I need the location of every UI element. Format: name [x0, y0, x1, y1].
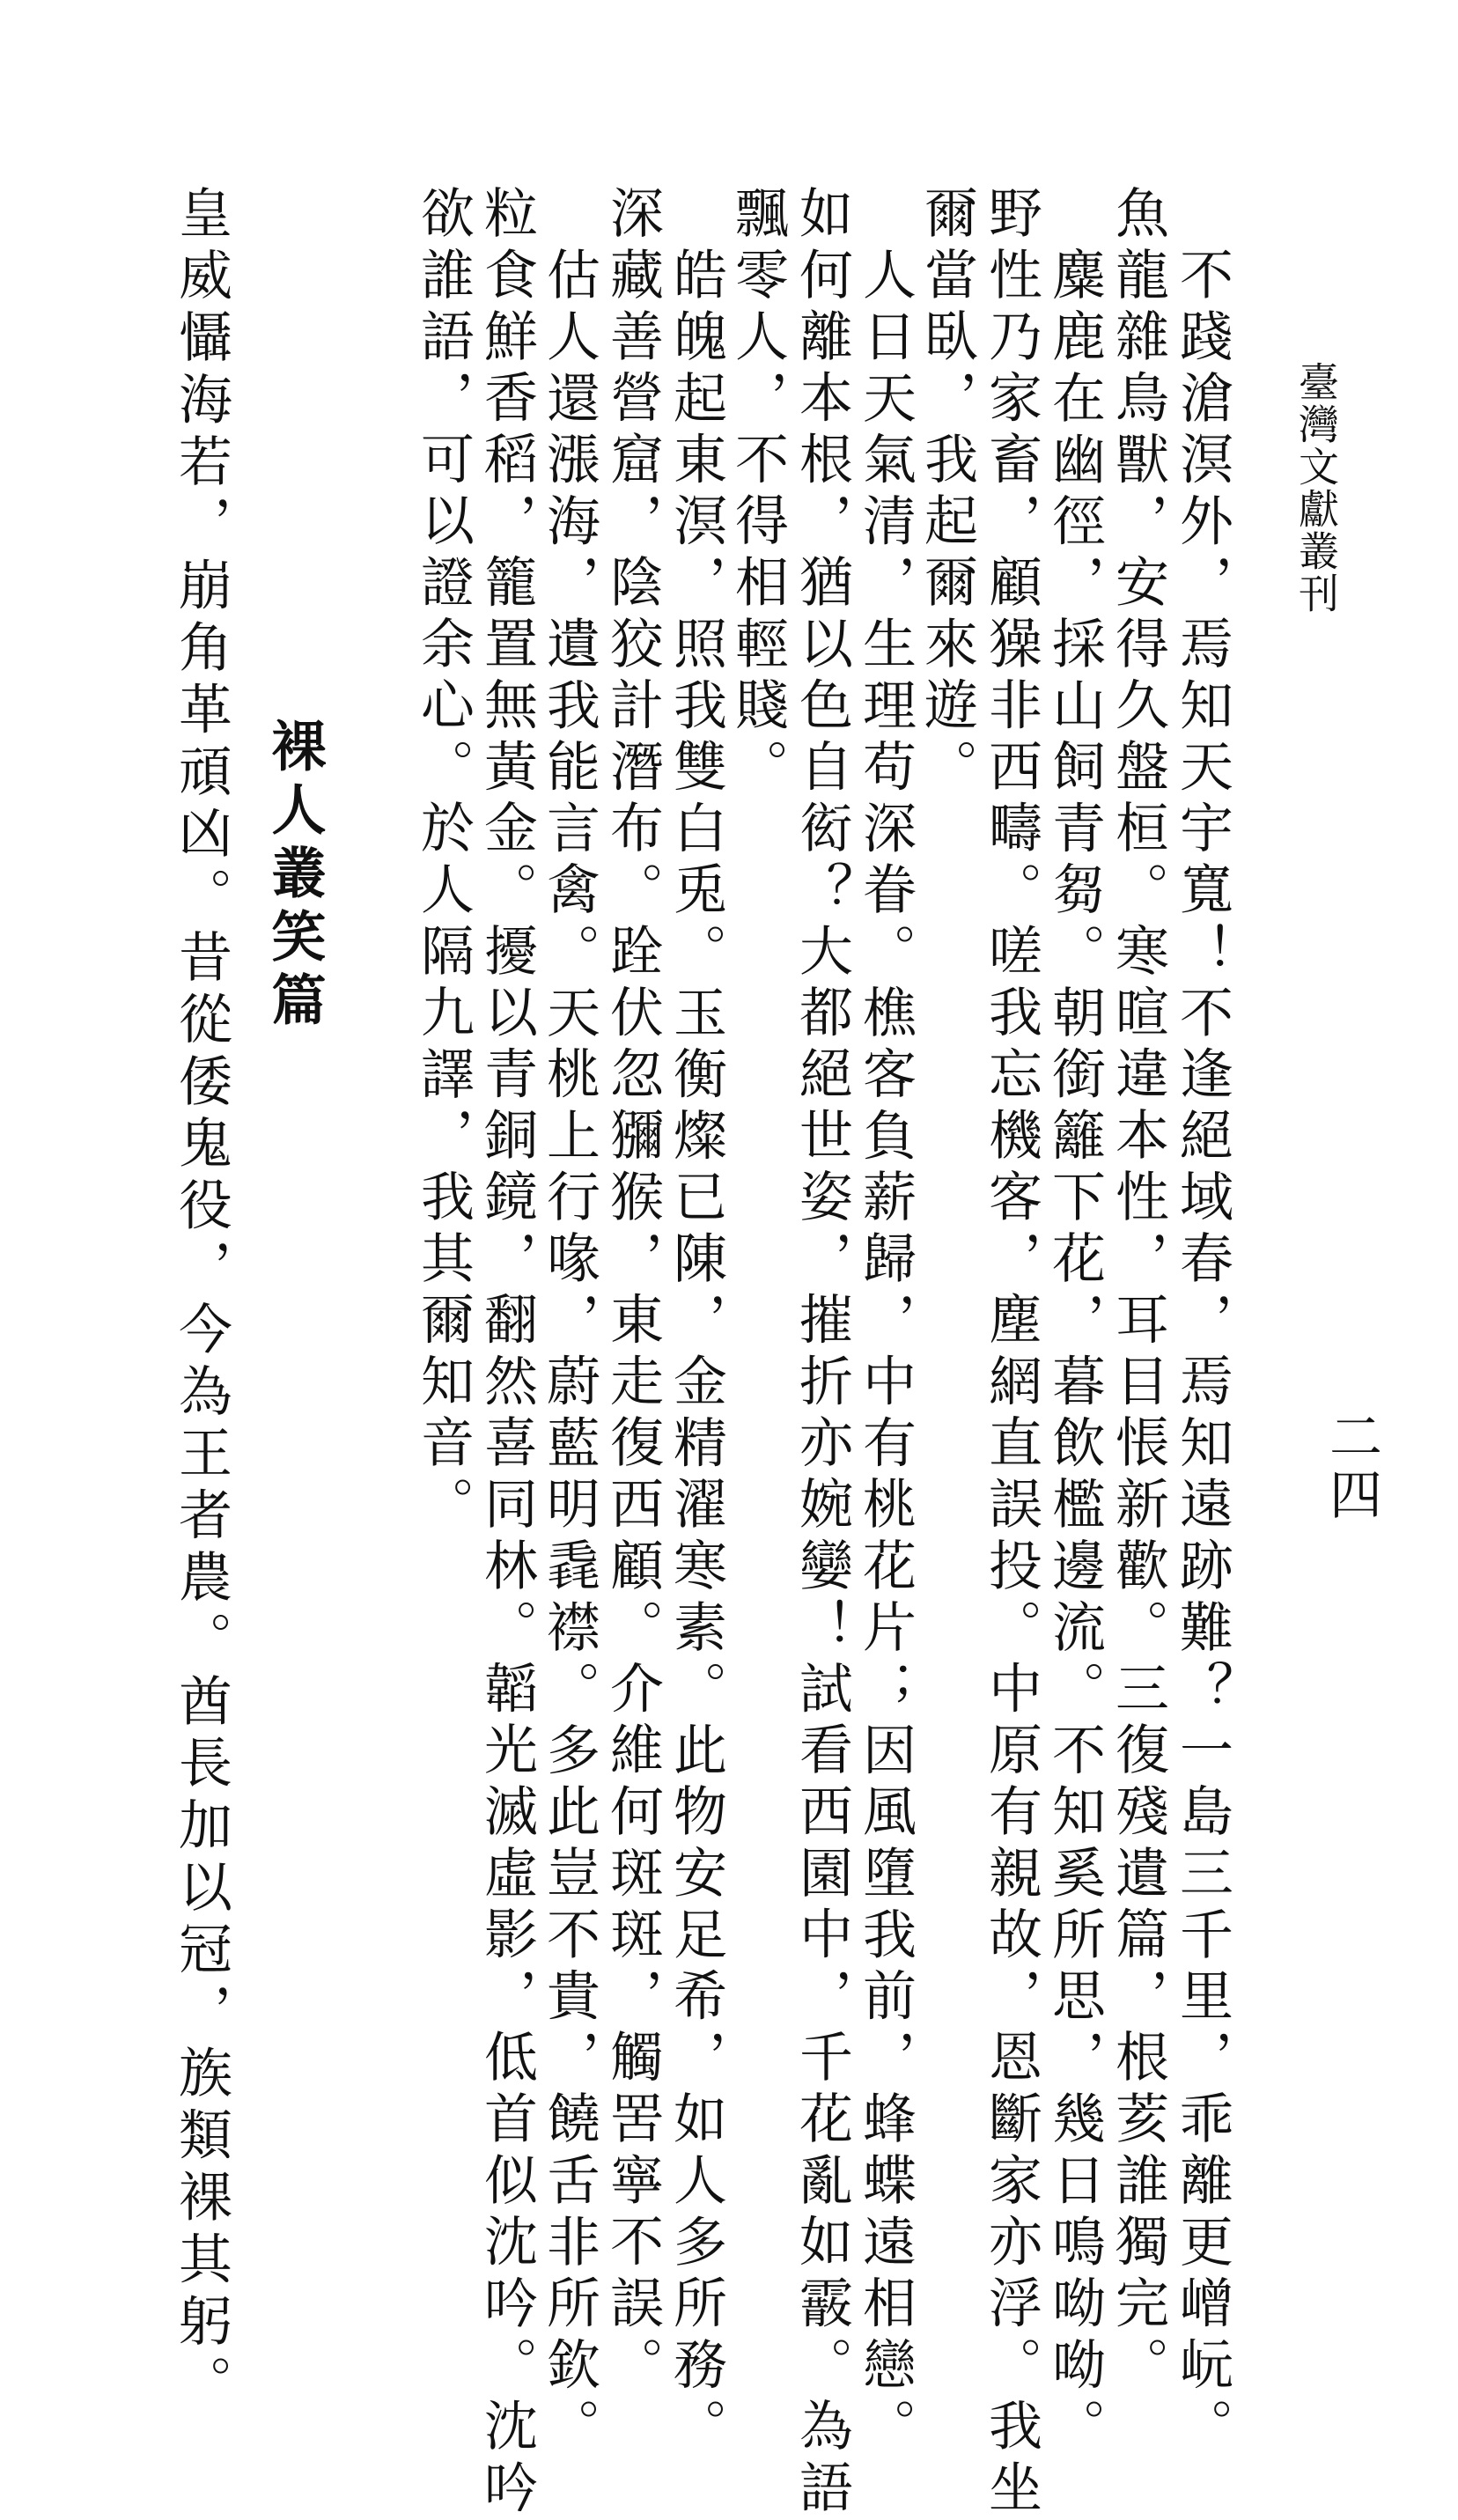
text-column-8: 飄零人，不得相輕賤。 [726, 185, 789, 799]
text-column-14: 皇威懾海若，崩角革頑凶。昔從倭鬼役，今為王者農。酋長加以冠，族類裸其躬。 [170, 185, 232, 2417]
text-column-4: 野性乃家畜，顧𤢖非西疇。嗟我忘機客，塵網直誤投。中原有親故，恩斷家亦浮。我坐 [980, 185, 1042, 2520]
text-column-5: 爾當臥，我起爾來遊。 [916, 185, 978, 799]
section-title: 裸人叢笑篇 [262, 718, 327, 1035]
page-number: 二四 [1321, 1409, 1382, 1525]
text-column-7: 如何離本根，猶以色自衒？大都絕世姿，摧折亦婉孌！試看西園中，千花亂如霰。為語 [791, 185, 853, 2520]
text-column-1: 不踐滄溟外，焉知天宇寬！不逢絕域春，焉知遠跡難？一島三千里，乖離更嶒岏。 [1171, 247, 1233, 2459]
text-column-12: 粒食鮮香稻，籠置無黃金。擾以青銅鏡，翻然喜同林。韜光滅虛影，低首似沈吟。沈吟 [475, 185, 538, 2520]
text-column-10: 深藏善營窟，陰狡計潛布。跧伏忽獼猴，東走復西顧。介維何斑斑，觸罟寧不誤。 [601, 185, 664, 2398]
text-column-6: 人日天氣清，生理苟深眷。樵客負薪歸，中有桃花片；因風墮我前，蜂蝶遠相戀。 [854, 247, 917, 2459]
text-column-2: 魚龍雜鳥獸，安得久盤桓。寒暄違本性，耳目悵新歡。三復殘遺篇，根荄誰獨完。 [1107, 185, 1169, 2398]
text-column-9: 皓魄起東溟，照我雙白兎。玉衡燦已陳，金精濯寒素。此物安足希，如人多所務。 [665, 247, 727, 2459]
text-column-3: 麋鹿在幽徑，採山飼青芻。朝銜籬下花，暮飲檻邊流。不知奚所思，幾日鳴呦呦。 [1043, 247, 1106, 2459]
text-column-13: 欲誰語，可以證余心。於人隔九譯，我其爾知音。 [412, 185, 475, 1537]
header-title: 臺灣文獻叢刊 [1292, 361, 1340, 615]
text-column-11: 估人還漲海，遺我能言禽。天桃上行喙，蔚藍明毳襟。多此豈不貴，饒舌非所欽。 [538, 247, 600, 2459]
